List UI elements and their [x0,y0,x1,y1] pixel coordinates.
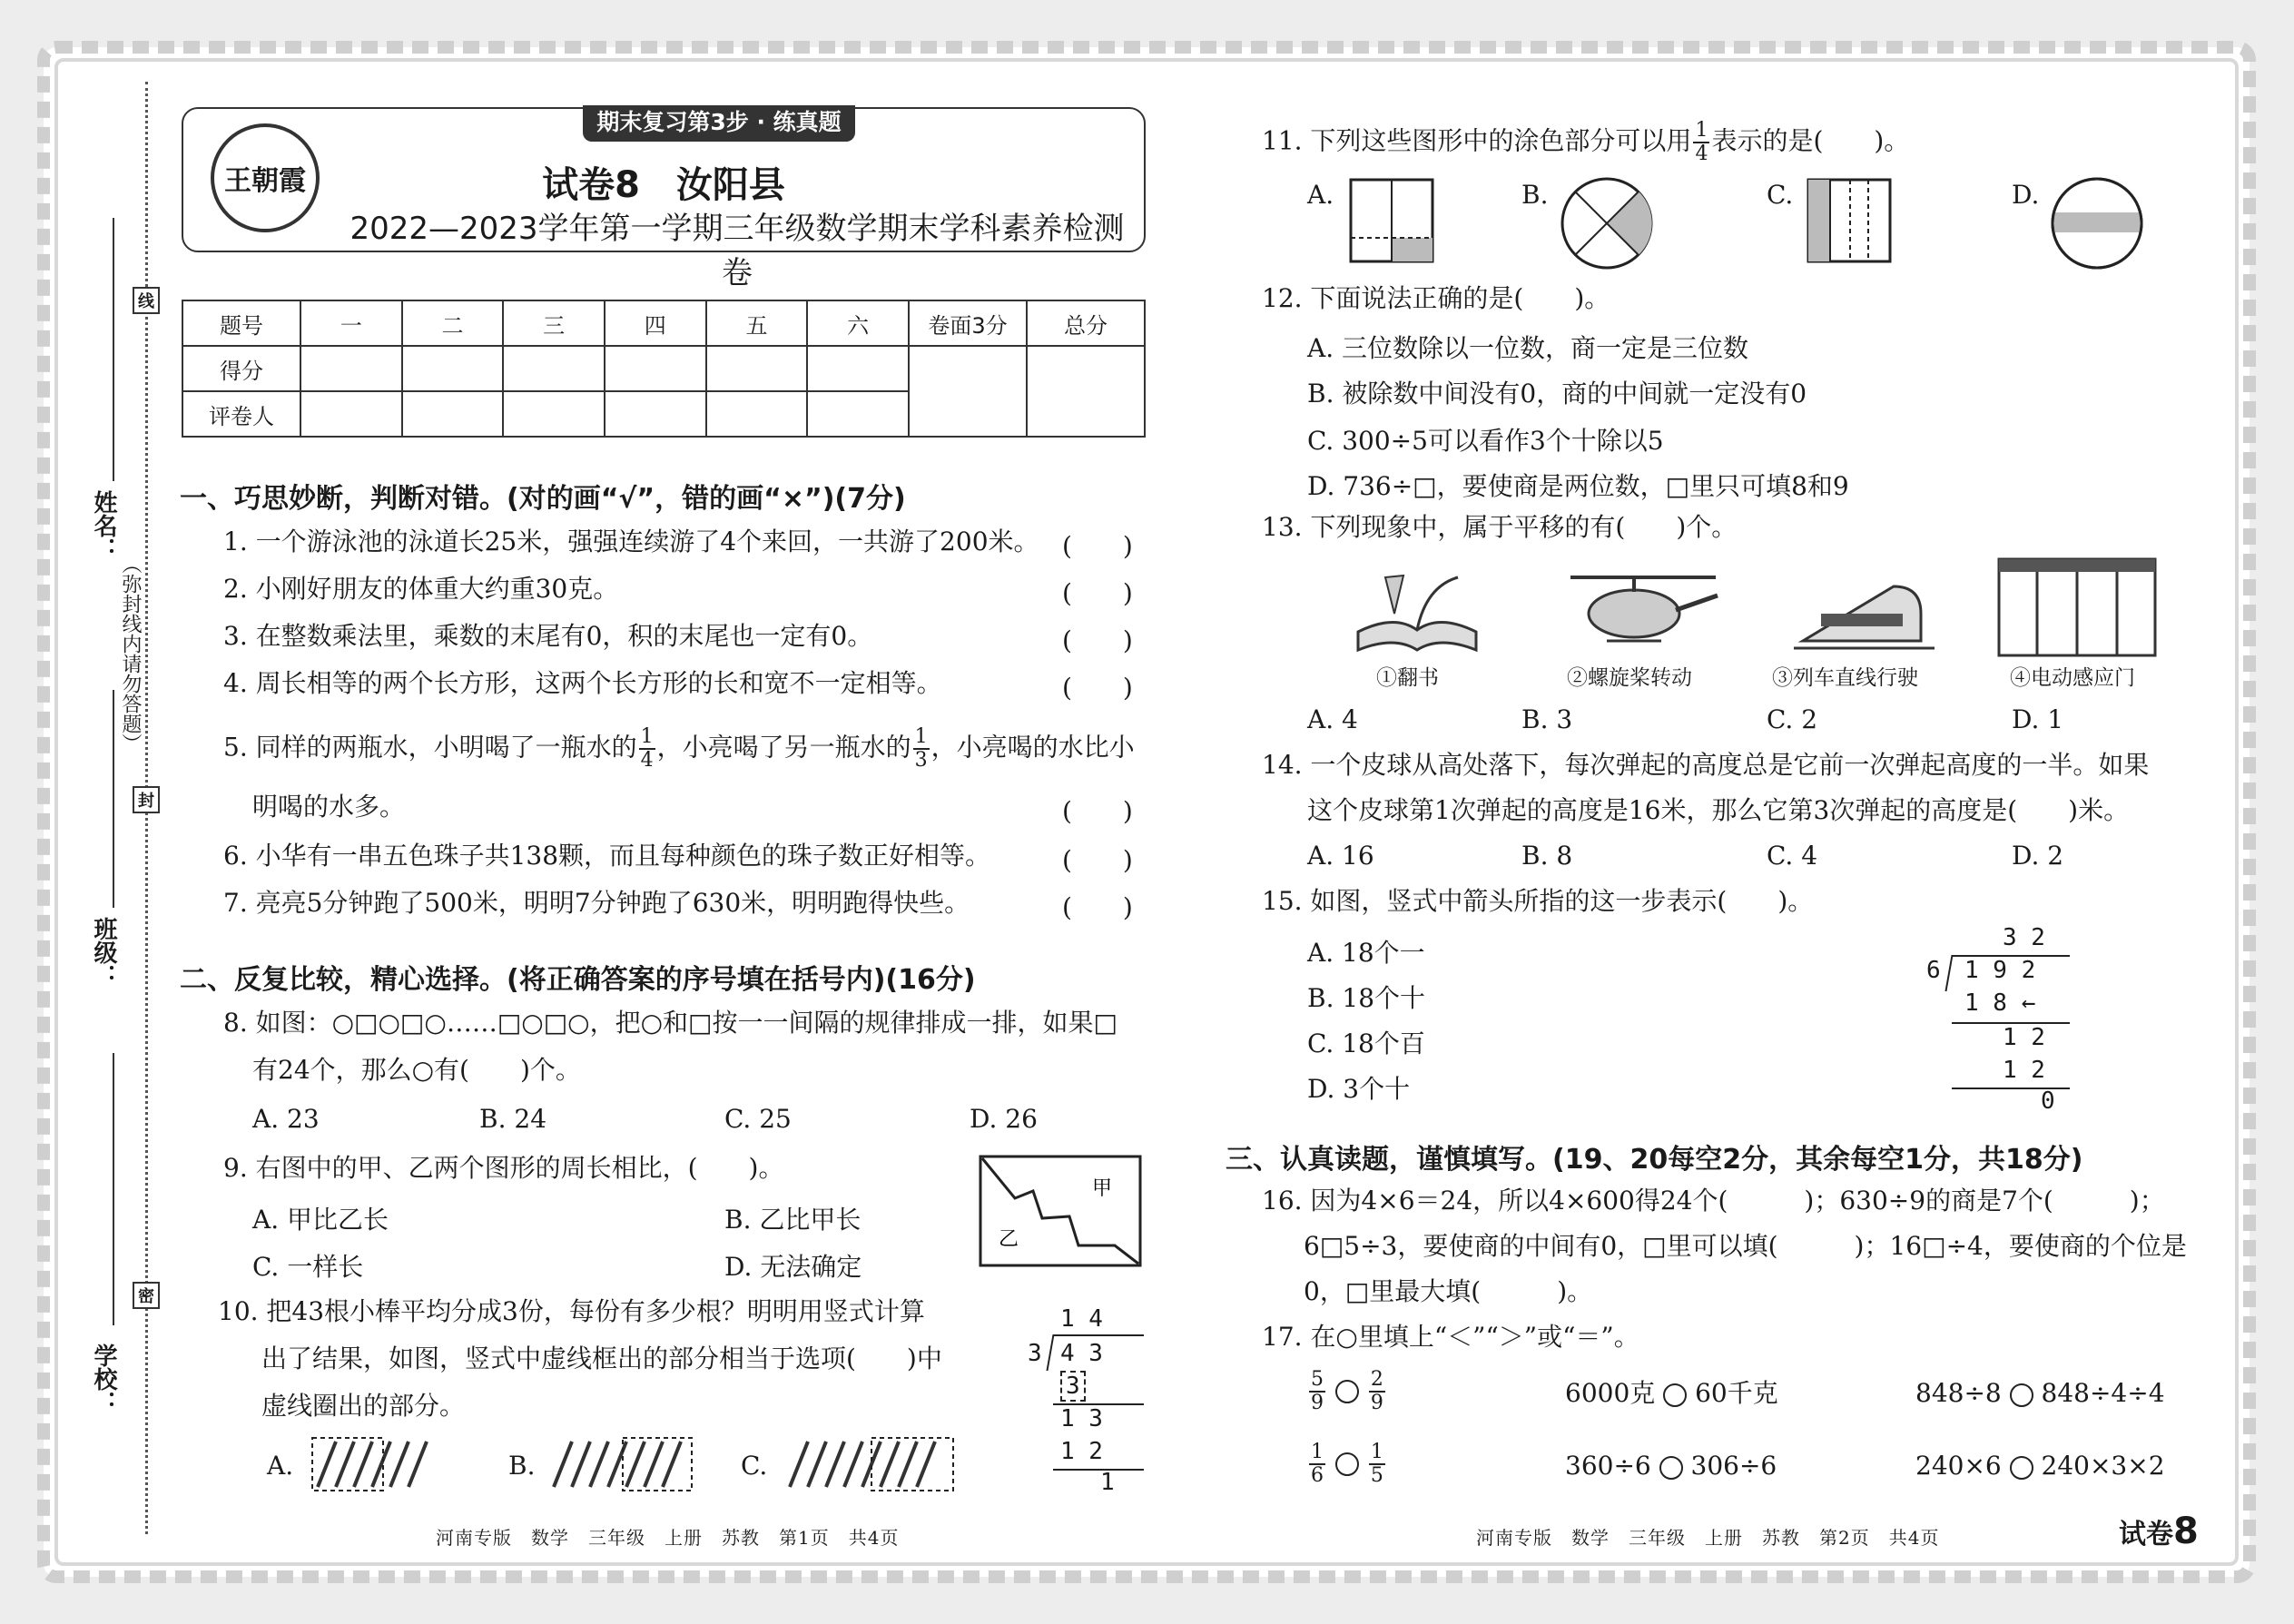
q8-option-a[interactable]: A. 23 [252,1104,320,1134]
q10-rem: 1 [1100,1469,1115,1496]
q12-option-c[interactable]: C. 300÷5可以看作3个十除以5 [1307,426,1664,456]
q17-left: 240×6 [1915,1451,2002,1481]
exam-badge [2119,1511,2199,1552]
q13-option-d[interactable]: D. 1 [2012,704,2064,734]
brand-logo: 王朝霞 [211,123,320,232]
q14-line2: 这个皮球第1次弹起的高度是16米，那么它第3次弹起的高度是( )米。 [1307,795,2130,825]
col-header: 一 [300,300,402,346]
q2: 2. 小刚好朋友的体重大约重30克。 [223,574,619,604]
score-cell[interactable] [605,346,706,391]
section1-heading: 一、巧思妙断，判断对错。(对的画“√”，错的画“×”)(7分) [180,483,906,515]
q17-item-3 [1915,1378,2165,1409]
q17-left: 6000克 [1565,1378,1656,1408]
q9-option-a[interactable]: A. 甲比乙长 [252,1205,389,1235]
q11-option-a[interactable]: A. [1307,180,1334,210]
q10-rule2 [1053,1469,1144,1471]
q13-option-b[interactable]: B. 3 [1521,704,1573,734]
q5-part3: ，小亮喝的水比小 [930,732,1135,763]
q5-line2: 明喝的水多。 [252,792,406,822]
q10-bar [1053,1334,1144,1336]
q17-right: 848÷4÷4 [2041,1378,2165,1408]
q10-r1: 1 3 [1060,1405,1103,1432]
row-header: 得分 [182,346,300,391]
school-field[interactable] [113,1053,114,1325]
q11-option-d[interactable]: D. [2012,180,2040,210]
class-field[interactable] [113,690,114,908]
q17-right: 306÷6 [1690,1451,1777,1481]
train-icon [1785,559,1939,659]
q15-quotient: 3 2 [2003,924,2045,951]
q14-option-a[interactable]: A. 16 [1307,841,1374,871]
q17-item-1 [1307,1369,1387,1414]
q16-line1: 16. 因为4×6＝24，所以4×600得24个( )；630÷9的商是7个( )； [1262,1186,2165,1216]
answer-paren[interactable]: ( ) [1062,673,1133,703]
score-cell[interactable] [300,346,402,391]
q15-dividend: 1 9 2 [1964,957,2036,984]
answer-paren[interactable]: ( ) [1062,578,1133,608]
exam-badge-number: 8 [2173,1511,2199,1552]
q12: 12. 下面说法正确的是( )。 [1262,283,1610,313]
book-icon [1340,559,1494,659]
name-label: 姓名： [90,490,117,561]
footer-left: 河南专版 数学 三年级 上册 苏教 第1页 共4页 [436,1527,900,1549]
q5-frac-a: $\frac{1}{4}$ [640,725,654,773]
q17-frac: $\frac{2}{9}$ [1370,1368,1383,1415]
q10-option-c[interactable]: C. [741,1451,768,1481]
q17-item-6 [1915,1451,2165,1481]
step-banner: 期末复习第3步 · 练真题 [583,105,855,142]
q9-option-b[interactable]: B. 乙比甲长 [724,1205,861,1235]
grader-cell[interactable] [807,391,909,437]
seal-mark-feng: 封 [133,786,160,813]
score-cell[interactable] [909,346,1027,437]
q15-r1: 1 2 [2003,1024,2045,1051]
compare-circle[interactable] [2010,1383,2033,1407]
answer-paren[interactable]: ( ) [1062,845,1133,875]
grader-cell[interactable] [300,391,402,437]
q11-tail: 表示的是( )。 [1711,125,1910,156]
seal-mark-xian: 线 [133,287,160,314]
q10-option-a[interactable]: A. [267,1451,294,1481]
name-field[interactable] [113,218,114,481]
col-header: 三 [503,300,605,346]
q5-part2: ，小亮喝了另一瓶水的 [656,732,911,763]
q9-option-d[interactable]: D. 无法确定 [724,1252,862,1282]
q15: 15. 如图，竖式中箭头所指的这一步表示( )。 [1262,886,1814,916]
row-header: 评卷人 [182,391,300,437]
section2-heading: 二、反复比较，精心选择。(将正确答案的序号填在括号内)(16分) [180,964,976,996]
q17-item-2 [1565,1378,1778,1409]
q13-option-c[interactable]: C. 2 [1767,704,1818,734]
q10-sticks-a [309,1432,445,1496]
footer-right: 河南专版 数学 三年级 上册 苏教 第2页 共4页 [1476,1527,1940,1549]
q14-line1: 14. 一个皮球从高处落下，每次弹起的高度总是它前一次弹起高度的一半。如果 [1262,750,2150,780]
q11-text: 11. 下列这些图形中的涂色部分可以用 [1262,125,1692,156]
q17-right: 60千克 [1695,1378,1778,1408]
q10-quotient: 1 4 [1060,1305,1103,1333]
q10-line1: 10. 把43根小棒平均分成3份，每份有多少根？明明用竖式计算 [218,1296,925,1326]
answer-paren[interactable]: ( ) [1062,796,1133,826]
q17-left: 848÷8 [1915,1378,2002,1408]
q9-label-jia: 甲 [1092,1177,1113,1200]
q10-sticks-b [545,1432,699,1496]
answer-paren[interactable]: ( ) [1062,531,1133,561]
q12-option-d[interactable]: D. 736÷□，要使商是两位数，□里只可填8和9 [1307,471,1849,501]
q15-option-b[interactable]: B. 18个十 [1307,983,1426,1013]
q15-option-d[interactable]: D. 3个十 [1307,1074,1411,1104]
q17: 17. 在○里填上“＜”“＞”或“＝”。 [1262,1322,1639,1352]
q13-cap-1: ①翻书 [1376,666,1439,690]
q11 [1262,120,1909,165]
answer-paren[interactable]: ( ) [1062,625,1133,655]
col-header: 五 [706,300,808,346]
q17-item-4 [1307,1442,1387,1487]
q17-frac: $\frac{1}{5}$ [1370,1441,1383,1488]
compare-circle[interactable] [1659,1456,1683,1480]
score-cell[interactable] [706,346,808,391]
q5-part1: 5. 同样的两瓶水，小明喝了一瓶水的 [223,732,637,763]
q13-option-a[interactable]: A. 4 [1307,704,1358,734]
grader-cell[interactable] [706,391,808,437]
q11-figure-a [1349,178,1434,263]
q9-option-c[interactable]: C. 一样长 [252,1252,364,1282]
q10-line2: 出了结果，如图，竖式中虚线框出的部分相当于选项( )中 [261,1343,942,1373]
q11-option-b[interactable]: B. [1521,180,1549,210]
q13-cap-4: ④电动感应门 [2010,666,2135,690]
q10-step1: 3 [1060,1371,1086,1402]
col-header: 题号 [182,300,300,346]
col-header: 总分 [1027,300,1145,346]
exam-subtitle: 2022—2023学年第一学期三年级数学期末学科素养检测卷 [350,211,1125,291]
q10-sticks-c [781,1432,962,1496]
q14-option-b[interactable]: B. 8 [1521,841,1573,871]
school-label: 学校： [90,1343,117,1414]
score-cell[interactable] [807,346,909,391]
q15-option-c[interactable]: C. 18个百 [1307,1029,1425,1058]
helicopter-icon [1561,559,1725,659]
col-header: 四 [605,300,706,346]
q16-line3: 0，□里最大填( )。 [1304,1276,1593,1306]
q17-frac: $\frac{1}{6}$ [1311,1441,1324,1488]
class-label: 班级： [90,917,117,988]
q8-option-b[interactable]: B. 24 [479,1104,547,1134]
compare-circle[interactable] [1335,1380,1359,1403]
q8-option-d[interactable]: D. 26 [970,1104,1038,1134]
q1: 1. 一个游泳池的泳道长25米，强强连续游了4个来回，一共游了200米。 [223,527,1039,556]
q15-step2: 1 2 [2003,1057,2045,1084]
q9: 9. 右图中的甲、乙两个图形的周长相比，( )。 [223,1153,784,1183]
q12-option-b[interactable]: B. 被除数中间没有0，商的中间就一定没有0 [1307,379,1807,408]
answer-paren[interactable]: ( ) [1062,892,1133,922]
q10-option-b[interactable]: B. [508,1451,536,1481]
q17-frac: $\frac{5}{9}$ [1311,1368,1324,1415]
grader-cell[interactable] [503,391,605,437]
grader-cell[interactable] [605,391,706,437]
auto-door-icon [1997,557,2157,657]
q17-right: 240×3×2 [2041,1451,2165,1481]
q13-cap-2: ②螺旋桨转动 [1567,666,1692,690]
seal-mark-mi: 密 [133,1282,160,1309]
q8-line1: 8. 如图：○□○□○……□○□○，把○和□按一一间隔的规律排成一排，如果□ [223,1008,1117,1038]
q15-option-a[interactable]: A. 18个一 [1307,938,1425,968]
q11-frac: $\frac{1}{4}$ [1695,119,1708,166]
q7: 7. 亮亮5分钟跑了500米，明明7分钟跑了630米，明明跑得快些。 [223,888,970,918]
q17-left: 360÷6 [1565,1451,1651,1481]
q11-figure-d [2050,176,2144,271]
q11-option-c[interactable]: C. [1767,180,1794,210]
q15-rem: 0 [2041,1088,2055,1115]
q13-cap-3: ③列车直线行驶 [1772,666,1918,690]
q14-option-c[interactable]: C. 4 [1767,841,1818,871]
q11-figure-c [1807,178,1892,263]
q10-line3: 虚线圈出的部分。 [261,1391,466,1421]
section3-heading: 三、认真读题，谨慎填写。(19、20每空2分，其余每空1分，共18分) [1226,1144,2083,1176]
q9-label-yi: 乙 [999,1228,1019,1251]
col-header: 卷面3分 [909,300,1027,346]
seal-note: （弥封线内请勿答题） [119,554,142,753]
grader-cell[interactable] [402,391,504,437]
col-header: 六 [807,300,909,346]
q4: 4. 周长相等的两个长方形，这两个长方形的长和宽不一定相等。 [223,668,942,698]
q12-option-a[interactable]: A. 三位数除以一位数，商一定是三位数 [1307,333,1749,363]
q13: 13. 下列现象中，属于平移的有( )个。 [1262,512,1738,542]
q5 [223,726,1135,772]
q16-line2: 6□5÷3，要使商的中间有0，□里可以填( )；16□÷4，要使商的个位是 [1304,1231,2187,1261]
q10-divisor: 3 [1028,1340,1042,1367]
q9-figure [979,1155,1142,1267]
q6: 6. 小华有一串五色珠子共138颗，而且每种颜色的珠子数正好相等。 [223,841,991,871]
q15-step1: 1 8 ← [1964,989,2036,1017]
compare-circle[interactable] [2010,1456,2033,1480]
compare-circle[interactable] [1335,1452,1359,1476]
exam-title: 试卷8 汝阳县 [542,164,785,206]
score-table [182,300,1146,438]
col-header: 二 [402,300,504,346]
score-cell[interactable] [402,346,504,391]
q8-option-c[interactable]: C. 25 [724,1104,792,1134]
exam-header [182,107,1146,291]
q11-figure-b [1560,176,1654,271]
score-header-row [182,300,1145,346]
q15-divisor: 6 [1926,957,1941,984]
q10-dividend: 4 3 [1060,1340,1103,1367]
q8-line2: 有24个，那么○有( )个。 [252,1055,581,1085]
q17-item-5 [1565,1451,1777,1481]
score-cell[interactable] [503,346,605,391]
exam-badge-label: 试卷 [2119,1519,2173,1550]
score-row [182,346,1145,391]
q3: 3. 在整数乘法里，乘数的末尾有0，积的末尾也一定有0。 [223,621,873,651]
q14-option-d[interactable]: D. 2 [2012,841,2064,871]
q5-frac-b: $\frac{1}{3}$ [914,725,928,773]
q10-step2: 1 2 [1060,1438,1103,1465]
score-cell[interactable] [1027,346,1145,437]
compare-circle[interactable] [1663,1383,1687,1407]
